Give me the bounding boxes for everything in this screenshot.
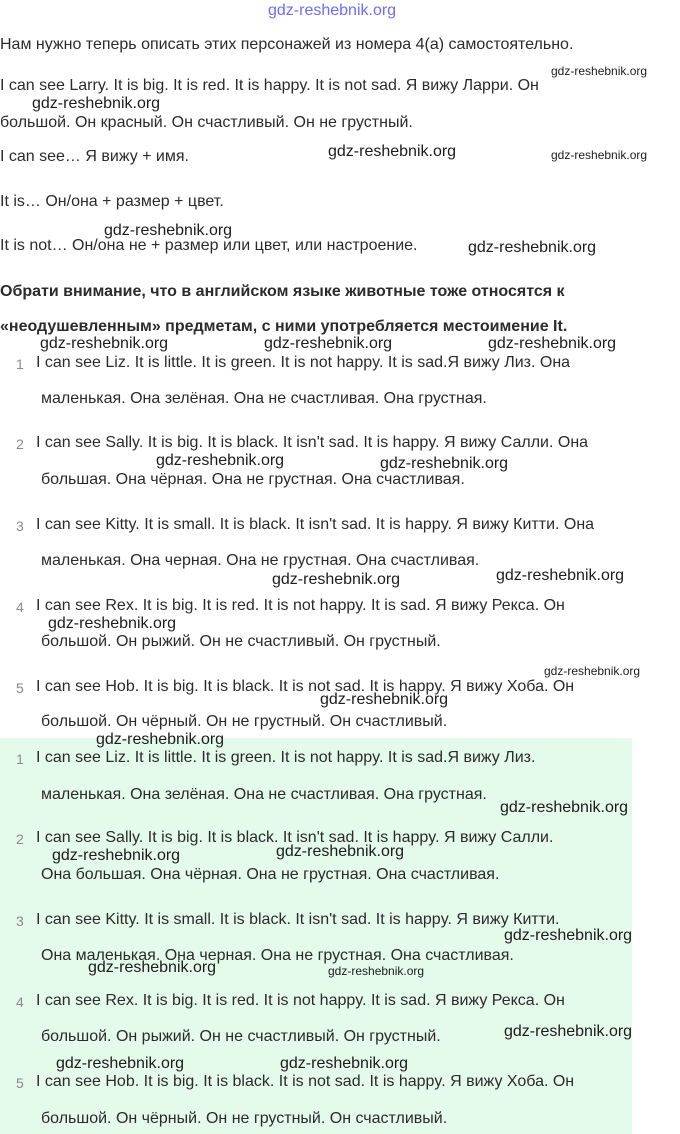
item-number: 1 [16,751,24,767]
watermark: gdz-reshebnik.org [544,664,641,678]
pattern-i-can-see: I can see… Я вижу + имя. [0,148,189,165]
list-item-line: маленькая. Она черная. Она не грустная. Она счастливая. [41,552,480,569]
watermark: gdz-reshebnik.org [272,571,401,588]
list-item-line: I can see Liz. It is little. It is green. It is not happy. It is sad.Я вижу Лиз. [36,749,536,766]
example-line-a: I can see Larry. It is big. It is red. It is happy. It is not sad. Я вижу Ларри. Он [0,77,539,94]
note-line-a: Обрати внимание, что в английском языке животные тоже относятся к [0,283,565,300]
watermark: gdz-reshebnik.org [48,615,177,632]
watermark: gdz-reshebnik.org [264,335,393,352]
item-number: 2 [16,831,24,847]
example-line-b: большой. Он красный. Он счастливый. Он не грустный. [0,114,413,131]
item-number: 4 [16,994,24,1010]
watermark: gdz-reshebnik.org [280,1055,409,1072]
watermark: gdz-reshebnik.org [104,222,233,239]
watermark: gdz-reshebnik.org [504,1023,633,1040]
watermark: gdz-reshebnik.org [500,799,629,816]
list-item-line: I can see Sally. It is big. It is black. It isn't sad. It is happy. Я вижу Салли. Она [36,434,589,451]
top-watermark[interactable]: gdz-reshebnik.org [268,2,397,19]
item-number: 4 [16,599,24,615]
pattern-it-is: It is… Он/она + размер + цвет. [0,193,224,210]
watermark: gdz-reshebnik.org [88,959,217,976]
list-item-line: большой. Он чёрный. Он не грустный. Он счастливый. [41,713,448,730]
list-item-line: I can see Sally. It is big. It is black. It isn't sad. It is happy. Я вижу Салли. [36,829,554,846]
list-item-line: I can see Liz. It is little. It is green. It is not happy. It is sad.Я вижу Лиз. Она [36,354,571,371]
watermark: gdz-reshebnik.org [32,95,161,112]
watermark: gdz-reshebnik.org [468,239,597,256]
watermark: gdz-reshebnik.org [488,335,617,352]
watermark: gdz-reshebnik.org [328,964,425,978]
list-item-line: I can see Hob. It is big. It is black. It is not sad. It is happy. Я вижу Хоба. Он [36,678,575,695]
item-number: 5 [16,1075,24,1091]
note-line-b: «неодушевленным» предметам, с ними употребляется местоимение It. [0,318,568,335]
list-item-line: маленькая. Она зелёная. Она не счастливая. Она грустная. [41,390,487,407]
list-item-line: I can see Rex. It is big. It is red. It is not happy. It is sad. Я вижу Рекса. Он [36,992,565,1009]
watermark: gdz-reshebnik.org [504,927,633,944]
item-number: 5 [16,680,24,696]
list-item-line: большая. Она чёрная. Она не грустная. Она счастливая. [41,471,465,488]
list-item-line: большой. Он чёрный. Он не грустный. Он счастливый. [41,1110,448,1127]
list-item-line: I can see Hob. It is big. It is black. It is not sad. It is happy. Я вижу Хоба. Он [36,1073,575,1090]
list-item-line: большой. Он рыжий. Он не счастливый. Он грустный. [41,1028,441,1045]
watermark: gdz-reshebnik.org [496,567,625,584]
watermark: gdz-reshebnik.org [96,731,225,748]
list-item-line: Она большая. Она чёрная. Она не грустная. Она счастливая. [41,866,500,883]
item-number: 3 [16,913,24,929]
intro-line: Нам нужно теперь описать этих персонажей из номера 4(а) самостоятельно. [0,36,574,53]
item-number: 1 [16,356,24,372]
watermark: gdz-reshebnik.org [156,452,285,469]
list-item-line: Она маленькая. Она черная. Она не грустная. Она счастливая. [41,947,514,964]
item-number: 2 [16,436,24,452]
watermark: gdz-reshebnik.org [276,843,405,860]
watermark: gdz-reshebnik.org [56,1055,185,1072]
watermark: gdz-reshebnik.org [52,847,181,864]
watermark: gdz-reshebnik.org [328,143,457,160]
list-item-line: большой. Он рыжий. Он не счастливый. Он грустный. [41,633,441,650]
item-number: 3 [16,518,24,534]
list-item-line: I can see Kitty. It is small. It is black. It isn't sad. It is happy. Я вижу Китти. [36,911,560,928]
watermark: gdz-reshebnik.org [320,691,449,708]
watermark: gdz-reshebnik.org [551,148,648,162]
list-item-line: I can see Kitty. It is small. It is black. It isn't sad. It is happy. Я вижу Китти. Она [36,516,595,533]
pattern-it-is-not: It is not… Он/она не + размер или цвет, или настроение. [0,237,418,254]
watermark: gdz-reshebnik.org [40,335,169,352]
list-item-line: I can see Rex. It is big. It is red. It is not happy. It is sad. Я вижу Рекса. Он [36,597,565,614]
list-item-line: маленькая. Она зелёная. Она не счастливая. Она грустная. [41,786,487,803]
watermark: gdz-reshebnik.org [551,64,648,78]
watermark: gdz-reshebnik.org [380,455,509,472]
